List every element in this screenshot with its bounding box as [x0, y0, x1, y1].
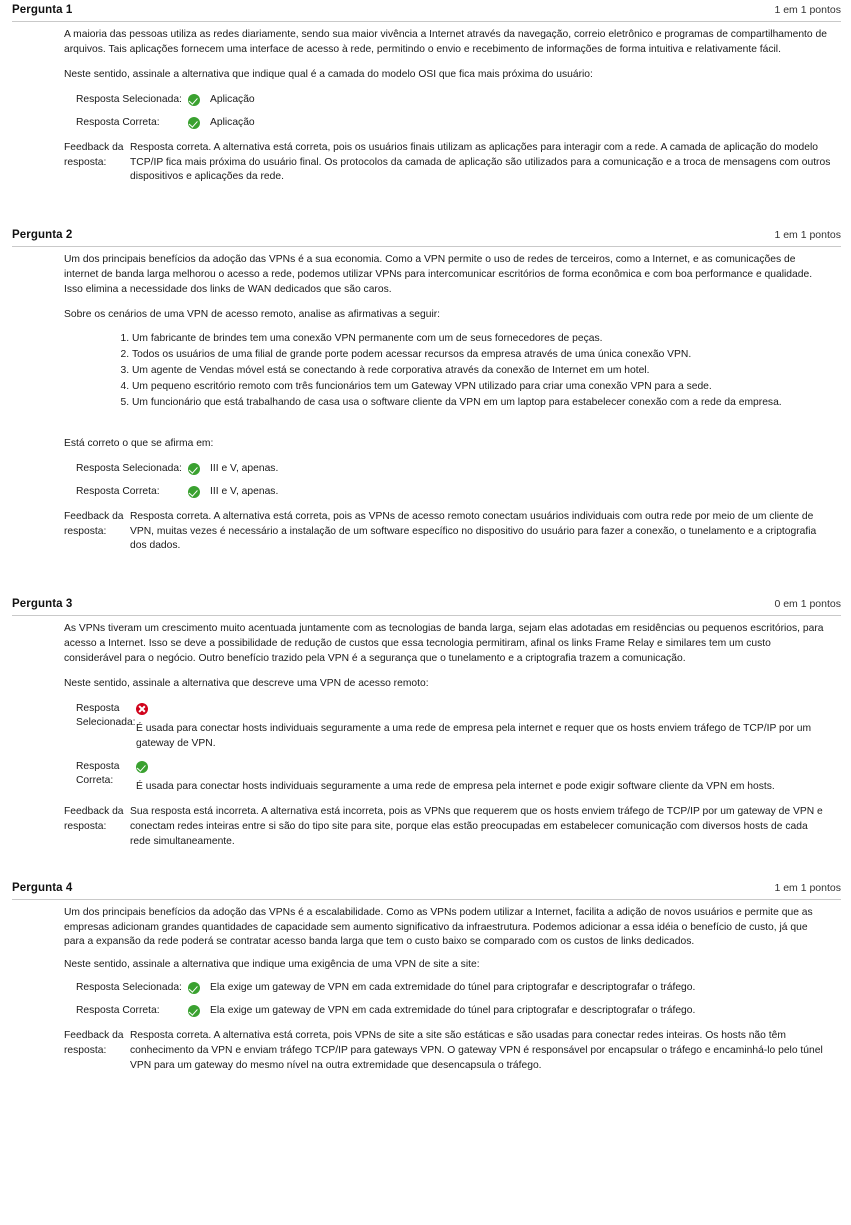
- question-paragraph: Neste sentido, assinale a alternativa que indique qual é a camada do modelo OSI que fica mais próxima do usuário:: [64, 68, 593, 80]
- correct-answer-label: Resposta Correta:: [76, 485, 160, 497]
- correct-answer-label: Resposta Correta:: [76, 760, 120, 786]
- answers: [76, 93, 831, 131]
- selected-answer-label: Resposta Selecionada:: [76, 982, 182, 994]
- selected-answer-text: É usada para conectar hosts individuais seguramente a uma rede de empresa pela internet e requer que os hosts enviem tráfego de TCP/IP por um gateway de VPN.: [136, 723, 812, 749]
- correct-icon: [188, 93, 210, 106]
- question-body: [12, 22, 841, 185]
- question-header: [12, 594, 841, 612]
- answers: [76, 462, 831, 500]
- feedback-text: Resposta correta. A alternativa está correta, pois as VPNs de acesso remoto conectam usuários individuais com outra rede por meio de um cliente de VPN, muitas vezes é necessário a instalação de um software específico no dispositivo do usuário para fazer a conexão, o tunelamento e a criptografia dos dados.: [130, 510, 817, 552]
- correct-answer-row: [76, 485, 831, 500]
- selected-answer-row: [76, 462, 831, 477]
- correct-answer-text: Aplicação: [210, 116, 255, 128]
- correct-answer-label: Resposta Correta:: [76, 116, 160, 128]
- wrong-icon: [136, 702, 831, 720]
- correct-answer-label: Resposta Correta:: [76, 1005, 160, 1017]
- correct-icon: [136, 760, 831, 778]
- question-closing: Está correto o que se afirma em:: [64, 437, 214, 449]
- question-paragraph: Sobre os cenários de uma VPN de acesso remoto, analise as afirmativas a seguir:: [64, 309, 441, 321]
- selected-answer-label: Resposta Selecionada:: [76, 703, 136, 728]
- feedback-block: [64, 510, 831, 555]
- question-header: [12, 0, 841, 18]
- question-paragraph: Neste sentido, assinale a alternativa que descreve uma VPN de acesso remoto:: [64, 678, 429, 690]
- feedback-label: Feedback da resposta:: [64, 141, 124, 168]
- feedback-text: Resposta correta. A alternativa está correta, pois os usuários finais utilizam as aplicações para interagir com a rede. A camada de aplicação do modelo TCP/IP fica mais próxima do usuário final. Os protocolos da camada de aplicação são utilizados para a comunicação e a troca de mensagens com outros dispositivos e aplicações da rede.: [130, 141, 831, 183]
- question-paragraph: As VPNs tiveram um crescimento muito acentuada juntamente com as tecnologias de banda larga, sejam elas adotadas em residências ou pequenos escritórios, para acesso a Internet. Isso se deve a possibilidade de redução de custos que essa tecnologia permitiram, afinal os links Frame Relay e similares tem um custo considerável para o negócio. Outro benefício trazido pela VPN é a segurança que o tunelamento e a criptografia trazem a comunicação.: [64, 623, 824, 665]
- section-spacer: [0, 554, 851, 594]
- correct-icon: [188, 462, 210, 475]
- list-item: 2. Todos os usuários de uma filial de grande porte podem acessar recursos da empresa através de uma única conexão VPN.: [132, 347, 831, 363]
- question-points: 1 em 1 pontos: [774, 229, 841, 242]
- selected-answer-text: Ela exige um gateway de VPN em cada extremidade do túnel para criptografar e descriptografar o tráfego.: [210, 982, 696, 994]
- list-item: 1. Um fabricante de brindes tem uma conexão VPN permanente com um de seus fornecedores de peças.: [132, 331, 831, 347]
- question-title: Pergunta 4: [12, 881, 73, 894]
- statement-list: [64, 331, 831, 411]
- selected-answer-row: [76, 702, 831, 752]
- correct-icon: [188, 116, 210, 129]
- feedback-text: Resposta correta. A alternativa está correta, pois VPNs de site a site são estáticas e são usadas para conectar redes inteiras. Os hosts não têm conhecimento da VPN e enviam tráfego TCP/IP para gateways VPN. O gateway VPN é responsável por encapsular o tráfego e encaminhá-lo pelo túnel VPN para um gateway do mesmo nível na outra extremidade que desencapsula o tráfego.: [130, 1030, 823, 1071]
- question-title: Pergunta 2: [12, 229, 73, 242]
- selected-answer-row: [76, 93, 831, 108]
- question-body: [12, 900, 841, 1074]
- question-paragraph: Um dos principais benefícios da adoção das VPNs é a sua economia. Como a VPN permite o uso de redes de terceiros, como a Internet, e as comunicações de internet de banda larga melhorou o acesso a rede, podemos utilizar VPNs para intercomunicar escritórios de forma econômica e com boa performance e qualidade. Isso elimina a necessidade dos links de WAN dedicados que são caros.: [64, 254, 813, 296]
- question-title: Pergunta 3: [12, 598, 73, 611]
- question-block-4: [0, 878, 851, 1074]
- question-points: 1 em 1 pontos: [774, 881, 841, 894]
- correct-answer-row: [76, 1004, 831, 1019]
- correct-answer-row: [76, 760, 831, 795]
- section-spacer: [0, 850, 851, 878]
- list-item: 4. Um pequeno escritório remoto com três funcionários tem um Gateway VPN utilizado para criar uma conexão VPN para a sede.: [132, 379, 831, 395]
- selected-answer-text: Aplicação: [210, 93, 255, 105]
- question-header: [12, 225, 841, 243]
- correct-answer-row: [76, 116, 831, 131]
- selected-answer-text: III e V, apenas.: [210, 462, 279, 474]
- selected-answer-row: [76, 981, 831, 996]
- question-points: 1 em 1 pontos: [774, 4, 841, 16]
- feedback-block: [64, 805, 831, 850]
- question-paragraph: Um dos principais benefícios da adoção das VPNs é a escalabilidade. Como as VPNs podem utilizar a Internet, facilita a adição de novos usuários e permite que as empresas adicionam grandes quantidades de capacidade sem aumento significativo da infraestrutura. Podemos adicionar a essa idéia o benefício de custo, já que para a expansão da rede poderá se contratar acesso banda larga que tem o custo baixo se comparado com os custos de links dedicados.: [64, 906, 813, 948]
- question-paragraph: Neste sentido, assinale a alternativa que indique uma exigência de uma VPN de site a site:: [64, 959, 480, 971]
- correct-answer-text: Ela exige um gateway de VPN em cada extremidade do túnel para criptografar e descriptografar o tráfego.: [210, 1005, 696, 1017]
- correct-icon: [188, 485, 210, 498]
- answers: [76, 981, 831, 1019]
- correct-icon: [188, 981, 210, 994]
- feedback-block: [64, 141, 831, 186]
- question-body: [12, 247, 841, 554]
- section-spacer: [0, 185, 851, 225]
- feedback-block: [64, 1029, 831, 1074]
- feedback-label: Feedback da resposta:: [64, 805, 124, 832]
- question-header: [12, 878, 841, 896]
- selected-answer-label: Resposta Selecionada:: [76, 462, 182, 474]
- question-block-1: [0, 0, 851, 185]
- answers: [76, 702, 831, 795]
- question-paragraph: A maioria das pessoas utiliza as redes diariamente, sendo sua maior vivência a Internet através da navegação, correio eletrônico e programas de compartilhamento de arquivos. Tais aplicações fornecem uma interface de acesso à rede, permitindo o envio e recebimento de informações de forma intuitiva e relativamente fácil.: [64, 29, 827, 55]
- feedback-text: Sua resposta está incorreta. A alternativa está incorreta, pois as VPNs que requerem que os hosts enviem tráfego de TCP/IP por um gateway de VPN e conectam redes inteiras entre si são do tipo site para site, porque elas estão preocupadas em estabelecer comunicação com diversos hosts de cada rede simultaneamente.: [130, 805, 823, 847]
- question-body: [12, 616, 841, 849]
- question-block-2: [0, 225, 851, 554]
- correct-icon: [188, 1004, 210, 1017]
- question-points: 0 em 1 pontos: [774, 598, 841, 611]
- list-item: 5. Um funcionário que está trabalhando de casa usa o software cliente da VPN em um laptop para estabelecer conexão com a rede da empresa.: [132, 395, 831, 411]
- correct-answer-text: III e V, apenas.: [210, 485, 279, 497]
- list-item: 3. Um agente de Vendas móvel está se conectando à rede corporativa através da conexão de Internet em um hotel.: [132, 363, 831, 379]
- list-spacer: [64, 421, 831, 437]
- selected-answer-label: Resposta Selecionada:: [76, 93, 182, 105]
- feedback-label: Feedback da resposta:: [64, 1030, 124, 1057]
- feedback-label: Feedback da resposta:: [64, 510, 124, 537]
- question-block-3: [0, 594, 851, 849]
- question-title: Pergunta 1: [12, 4, 73, 16]
- correct-answer-text: É usada para conectar hosts individuais seguramente a uma rede de empresa pela internet e pode exigir software cliente da VPN em hosts.: [136, 780, 775, 792]
